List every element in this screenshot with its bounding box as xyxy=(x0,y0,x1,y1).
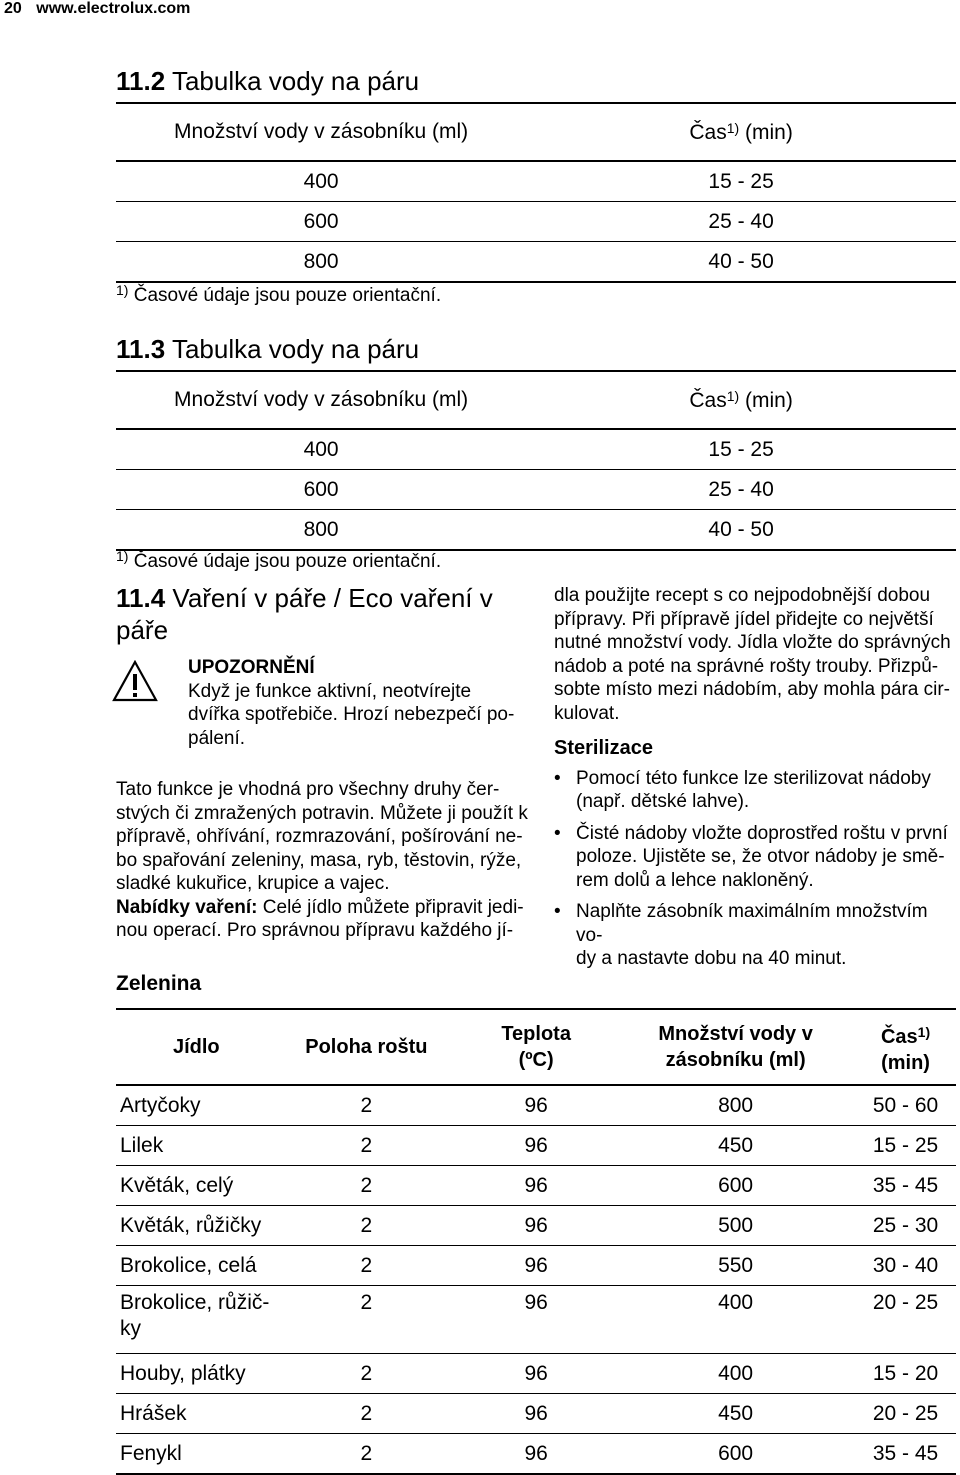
water-table-11-3 xyxy=(116,370,956,551)
col-header-time: Čas$^{1)}$ (min) xyxy=(526,103,956,161)
site-link[interactable]: www.electrolux.com xyxy=(36,0,191,17)
table-row: 600 25 - 40 xyxy=(116,202,956,242)
col-header-water: Množství vody v zásobníku (ml) xyxy=(116,103,526,161)
table-row: Brokolice, růžič- ky 2 96 400 20 - 25 xyxy=(116,1286,956,1354)
list-item: • Čisté nádoby vložte doprostřed roštu v první poloze. Ujistěte se, že otvor nádoby je smě- rem dolů a lehce nakloněný. xyxy=(554,822,954,893)
section-number: 11.4 xyxy=(116,583,166,613)
table-row: Hrášek 2 96 450 20 - 25 xyxy=(116,1394,956,1434)
table-row: Brokolice, celá 2 96 550 30 - 40 xyxy=(116,1246,956,1286)
col-header-time: Čas$^{1)}$ (min) xyxy=(526,371,956,429)
sterilization-list xyxy=(554,767,954,971)
table-row: 800 40 - 50 xyxy=(116,510,956,551)
vegetables-title: Zelenina xyxy=(116,972,202,995)
right-column: dla použijte recept s co nejpodobnější dobou přípravy. Při přípravě jídel přidejte co největší nutné množství vody. Jídla vložte do správných nádob a poté na správné rošty trouby. Přizpů- sobte místo mezi nádobím, aby mohla pára cir- kulovat. Sterilizace • Pomocí této funkce lze sterilizovat nádoby (např. dětské lahve). • Čisté nádoby vložte doprostřed roštu v první poloze. Ujistěte se, že otvor nádoby je smě- rem dolů a lehce nakloněný. • Naplňte zásobník maximálním množstvím vo- dy a nastavte dobu na 40 minut. xyxy=(554,584,954,979)
page-number: 20 xyxy=(4,0,22,17)
section-number: 11.3 xyxy=(116,334,166,364)
col-header-water: Množství vody v zásobníku (ml) xyxy=(616,1009,855,1085)
col-header-temp: Teplota (ºC) xyxy=(456,1009,616,1085)
section-title-line1: Vaření v páře / Eco vaření v xyxy=(172,583,493,613)
section-title-text: Tabulka vody na páru xyxy=(171,334,420,364)
warning-line: dvířka spotřebiče. Hrozí nebezpečí po- xyxy=(188,704,515,725)
warning-icon xyxy=(112,660,158,702)
table-row: 400 15 - 25 xyxy=(116,429,956,470)
warning-line: pálení. xyxy=(188,727,246,749)
section-11-4-title xyxy=(116,582,493,646)
table-row: Lilek 2 96 450 15 - 25 xyxy=(116,1126,956,1166)
col-header-water: Množství vody v zásobníku (ml) xyxy=(116,371,526,429)
section-title-line2: páře xyxy=(116,615,169,645)
table-row: Květák, celý 2 96 600 35 - 45 xyxy=(116,1166,956,1206)
list-item: • Pomocí této funkce lze sterilizovat nádoby (např. dětské lahve). xyxy=(554,767,954,814)
table-row: Artyčoky 2 96 800 50 - 60 xyxy=(116,1085,956,1126)
section-11-3-title xyxy=(116,334,419,364)
table-row: 800 40 - 50 xyxy=(116,242,956,283)
warning-title: UPOZORNĚNÍ xyxy=(188,657,315,678)
footnote-11-3: $^{1)}$ Časové údaje jsou pouze orientační. xyxy=(116,548,442,572)
water-table-11-2 xyxy=(116,102,956,283)
section-11-2-title xyxy=(116,66,419,96)
list-item: • Naplňte zásobník maximálním množstvím vo- dy a nastavte dobu na 40 minut. xyxy=(554,900,954,971)
table-row: 600 25 - 40 xyxy=(116,470,956,510)
warning-line: Když je funkce aktivní, neotvírejte xyxy=(188,680,472,702)
table-row: Houby, plátky 2 96 400 15 - 20 xyxy=(116,1354,956,1394)
col-header-time: Čas$^{1)}$ (min) xyxy=(855,1009,956,1085)
warning-box xyxy=(188,656,518,750)
vegetables-table xyxy=(116,1008,956,1475)
table-row: 400 15 - 25 xyxy=(116,161,956,202)
table-row: Květák, růžičky 2 96 500 25 - 30 xyxy=(116,1206,956,1246)
footnote-11-2: $^{1)}$ Časové údaje jsou pouze orientační. xyxy=(116,282,442,306)
col-header-shelf: Poloha roštu xyxy=(277,1009,457,1085)
page-header xyxy=(4,0,190,18)
section-number: 11.2 xyxy=(116,66,166,96)
intro-paragraph: Tato funkce je vhodná pro všechny druhy čer- stvých či zmražených potravin. Můžete ji použít k přípravě, ohřívání, rozmrazování, pošírování ne- bo spařování zeleniny, masa, ryb, těstovin, rýže, sladké kukuřice, krupice a vajec. Nabídky vaření: Celé jídlo můžete připravit jedi- nou operací. Pro správnou přípravu každého jí- xyxy=(116,779,528,941)
section-title-text: Tabulka vody na páru xyxy=(171,66,420,96)
menu-label: Nabídky vaření: xyxy=(116,896,258,918)
table-row: Fenykl 2 96 600 35 - 45 xyxy=(116,1434,956,1475)
col-header-food: Jídlo xyxy=(116,1009,277,1085)
sterilization-heading: Sterilizace xyxy=(554,737,653,759)
